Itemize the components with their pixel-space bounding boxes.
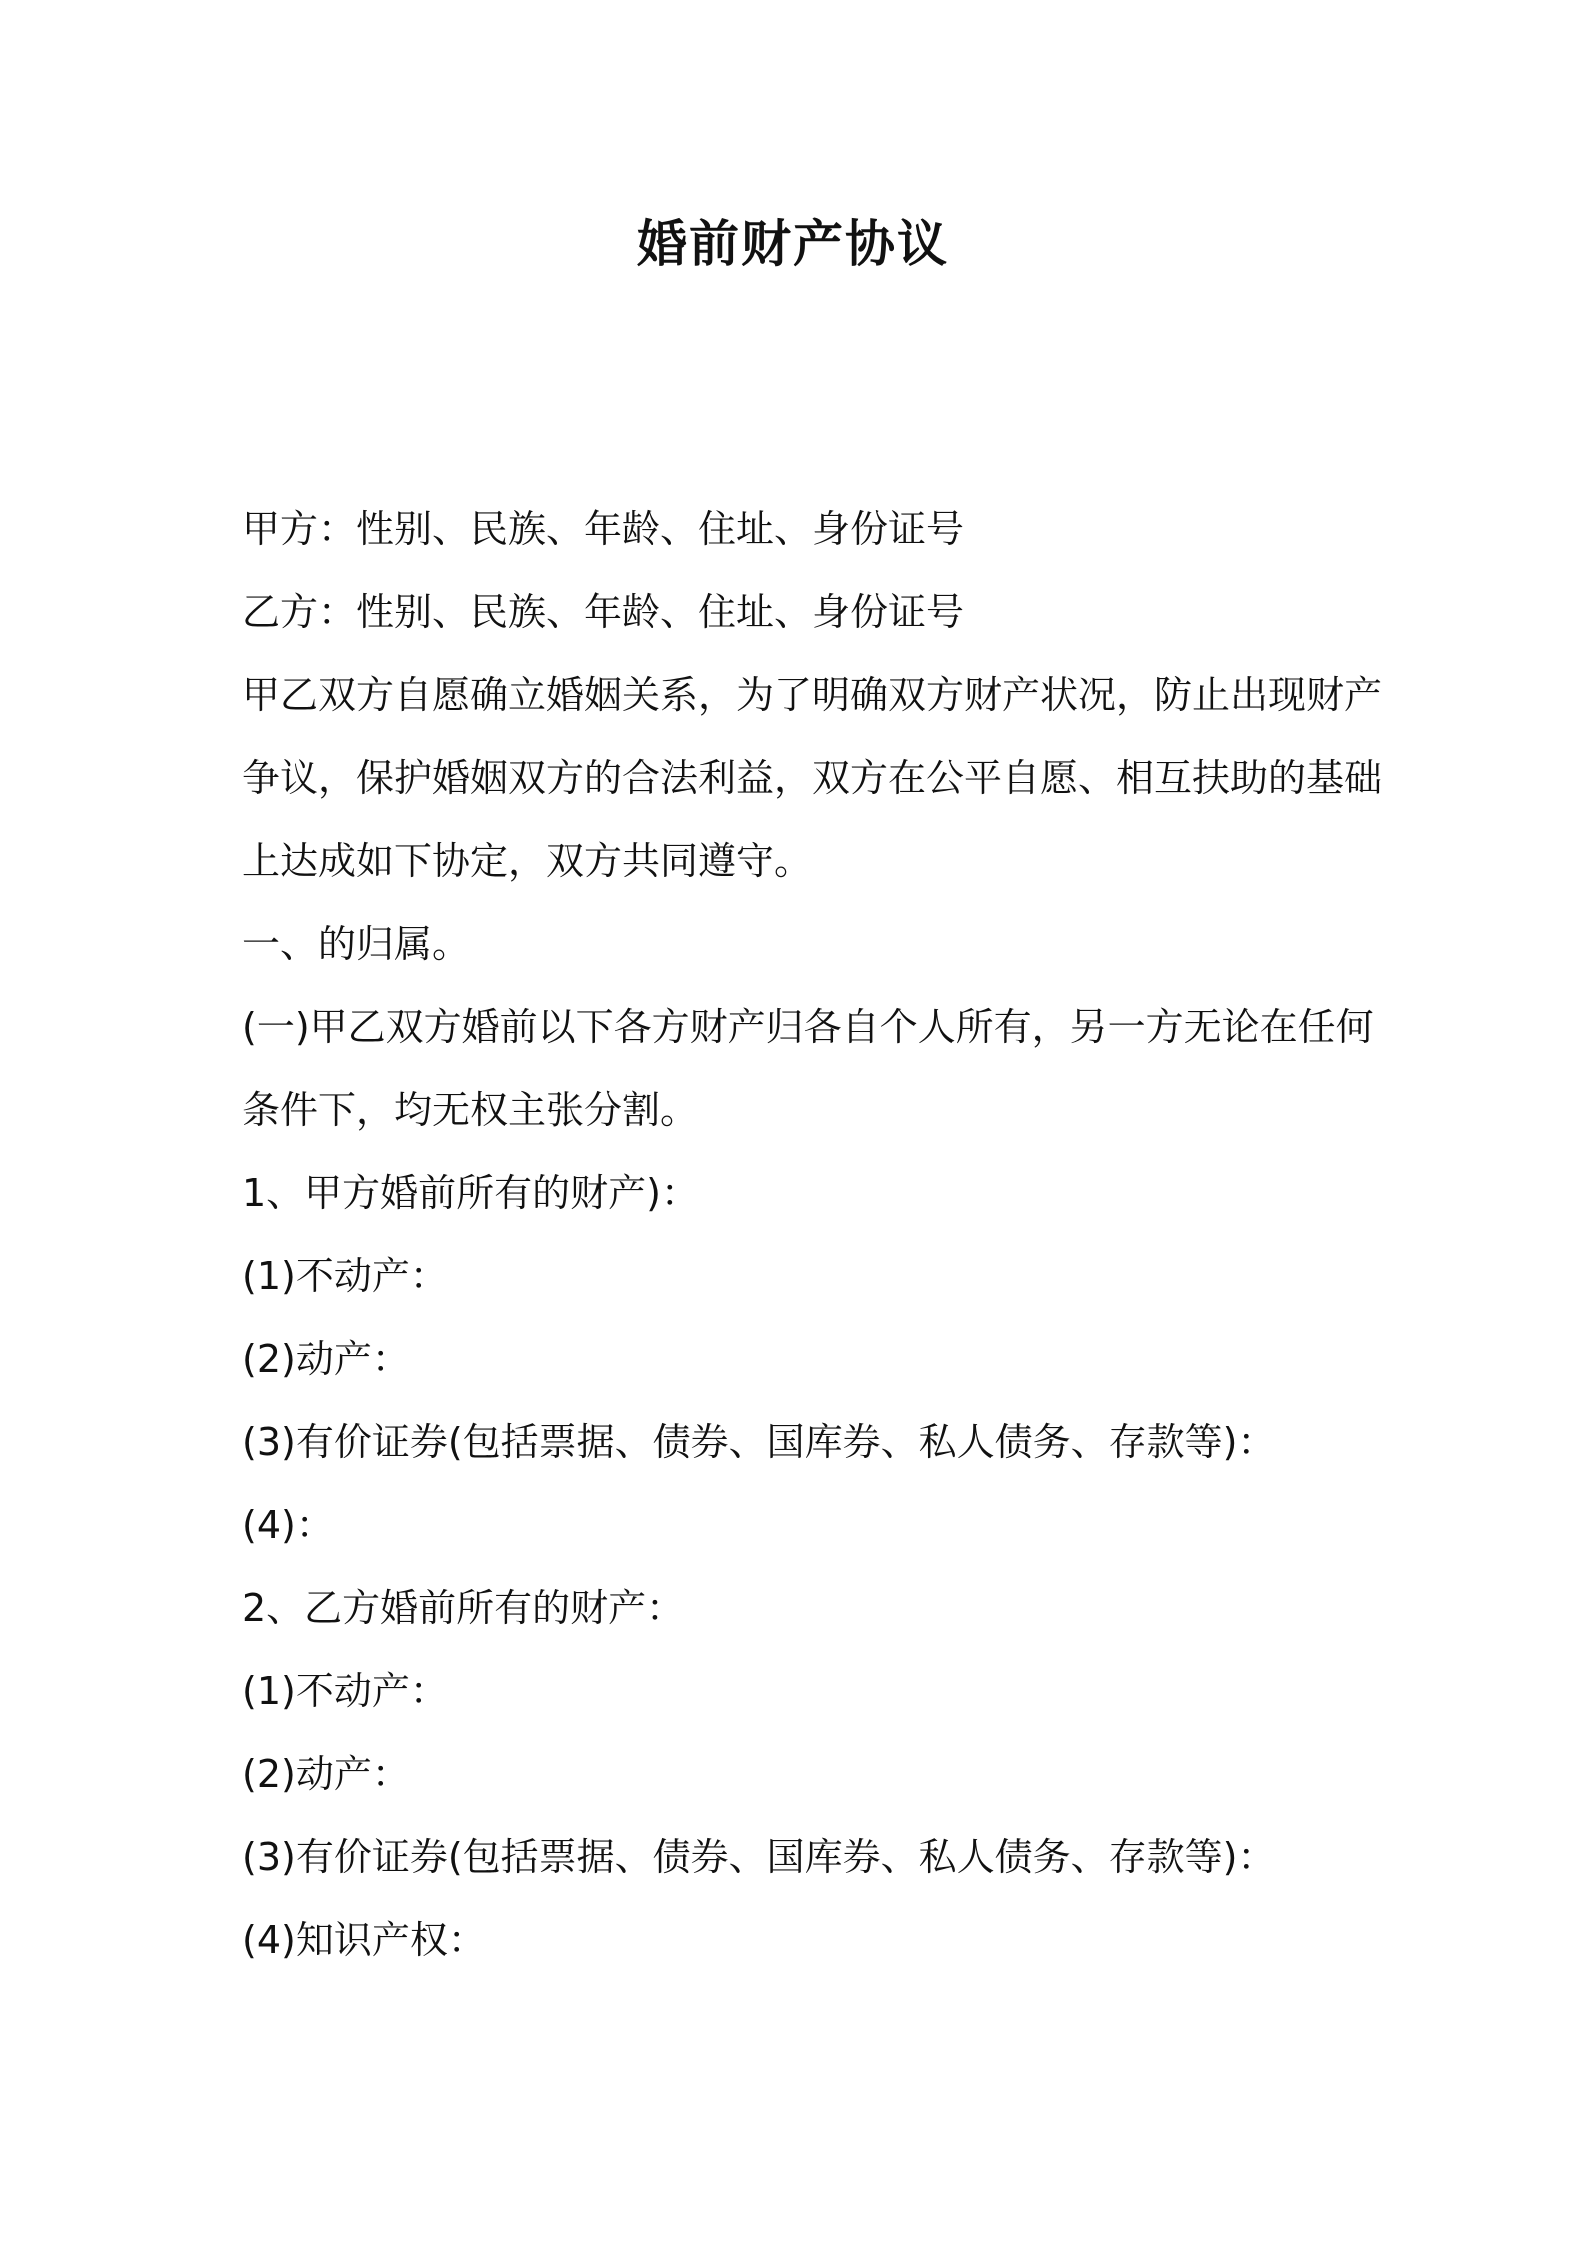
party-a-line: 甲方：性别、民族、年龄、住址、身份证号 [242,507,965,551]
clause-line-2: 条件下，均无权主张分割。 [242,1088,699,1132]
party-b-item-2: (2)动产： [242,1752,410,1796]
party-a-item-4: (4)： [242,1503,334,1547]
preamble-line-2: 争议，保护婚姻双方的合法利益，双方在公平自愿、相互扶助的基础 [242,756,1383,800]
party-b-item-1: (1)不动产： [242,1669,448,1713]
party-b-property-heading: 2、乙方婚前所有的财产： [242,1586,685,1630]
party-a-property-heading: 1、甲方婚前所有的财产)： [242,1171,700,1215]
party-a-item-1: (1)不动产： [242,1254,448,1298]
party-b-item-3: (3)有价证券(包括票据、债券、国库券、私人债务、存款等)： [242,1835,1276,1879]
party-a-item-2: (2)动产： [242,1337,410,1381]
section-heading: 一、的归属。 [242,922,471,966]
preamble-line-1: 甲乙双方自愿确立婚姻关系，为了明确双方财产状况，防止出现财产 [242,673,1383,717]
document-title: 婚前财产协议 [637,215,949,273]
party-b-line: 乙方：性别、民族、年龄、住址、身份证号 [242,590,965,634]
document-body [242,488,1383,1982]
clause-line-1: (一)甲乙双方婚前以下各方财产归各自个人所有，另一方无论在任何 [242,1005,1374,1049]
party-b-item-4: (4)知识产权： [242,1918,486,1962]
preamble-line-3: 上达成如下协定，双方共同遵守。 [242,839,813,883]
party-a-item-3: (3)有价证券(包括票据、债券、国库券、私人债务、存款等)： [242,1420,1276,1464]
